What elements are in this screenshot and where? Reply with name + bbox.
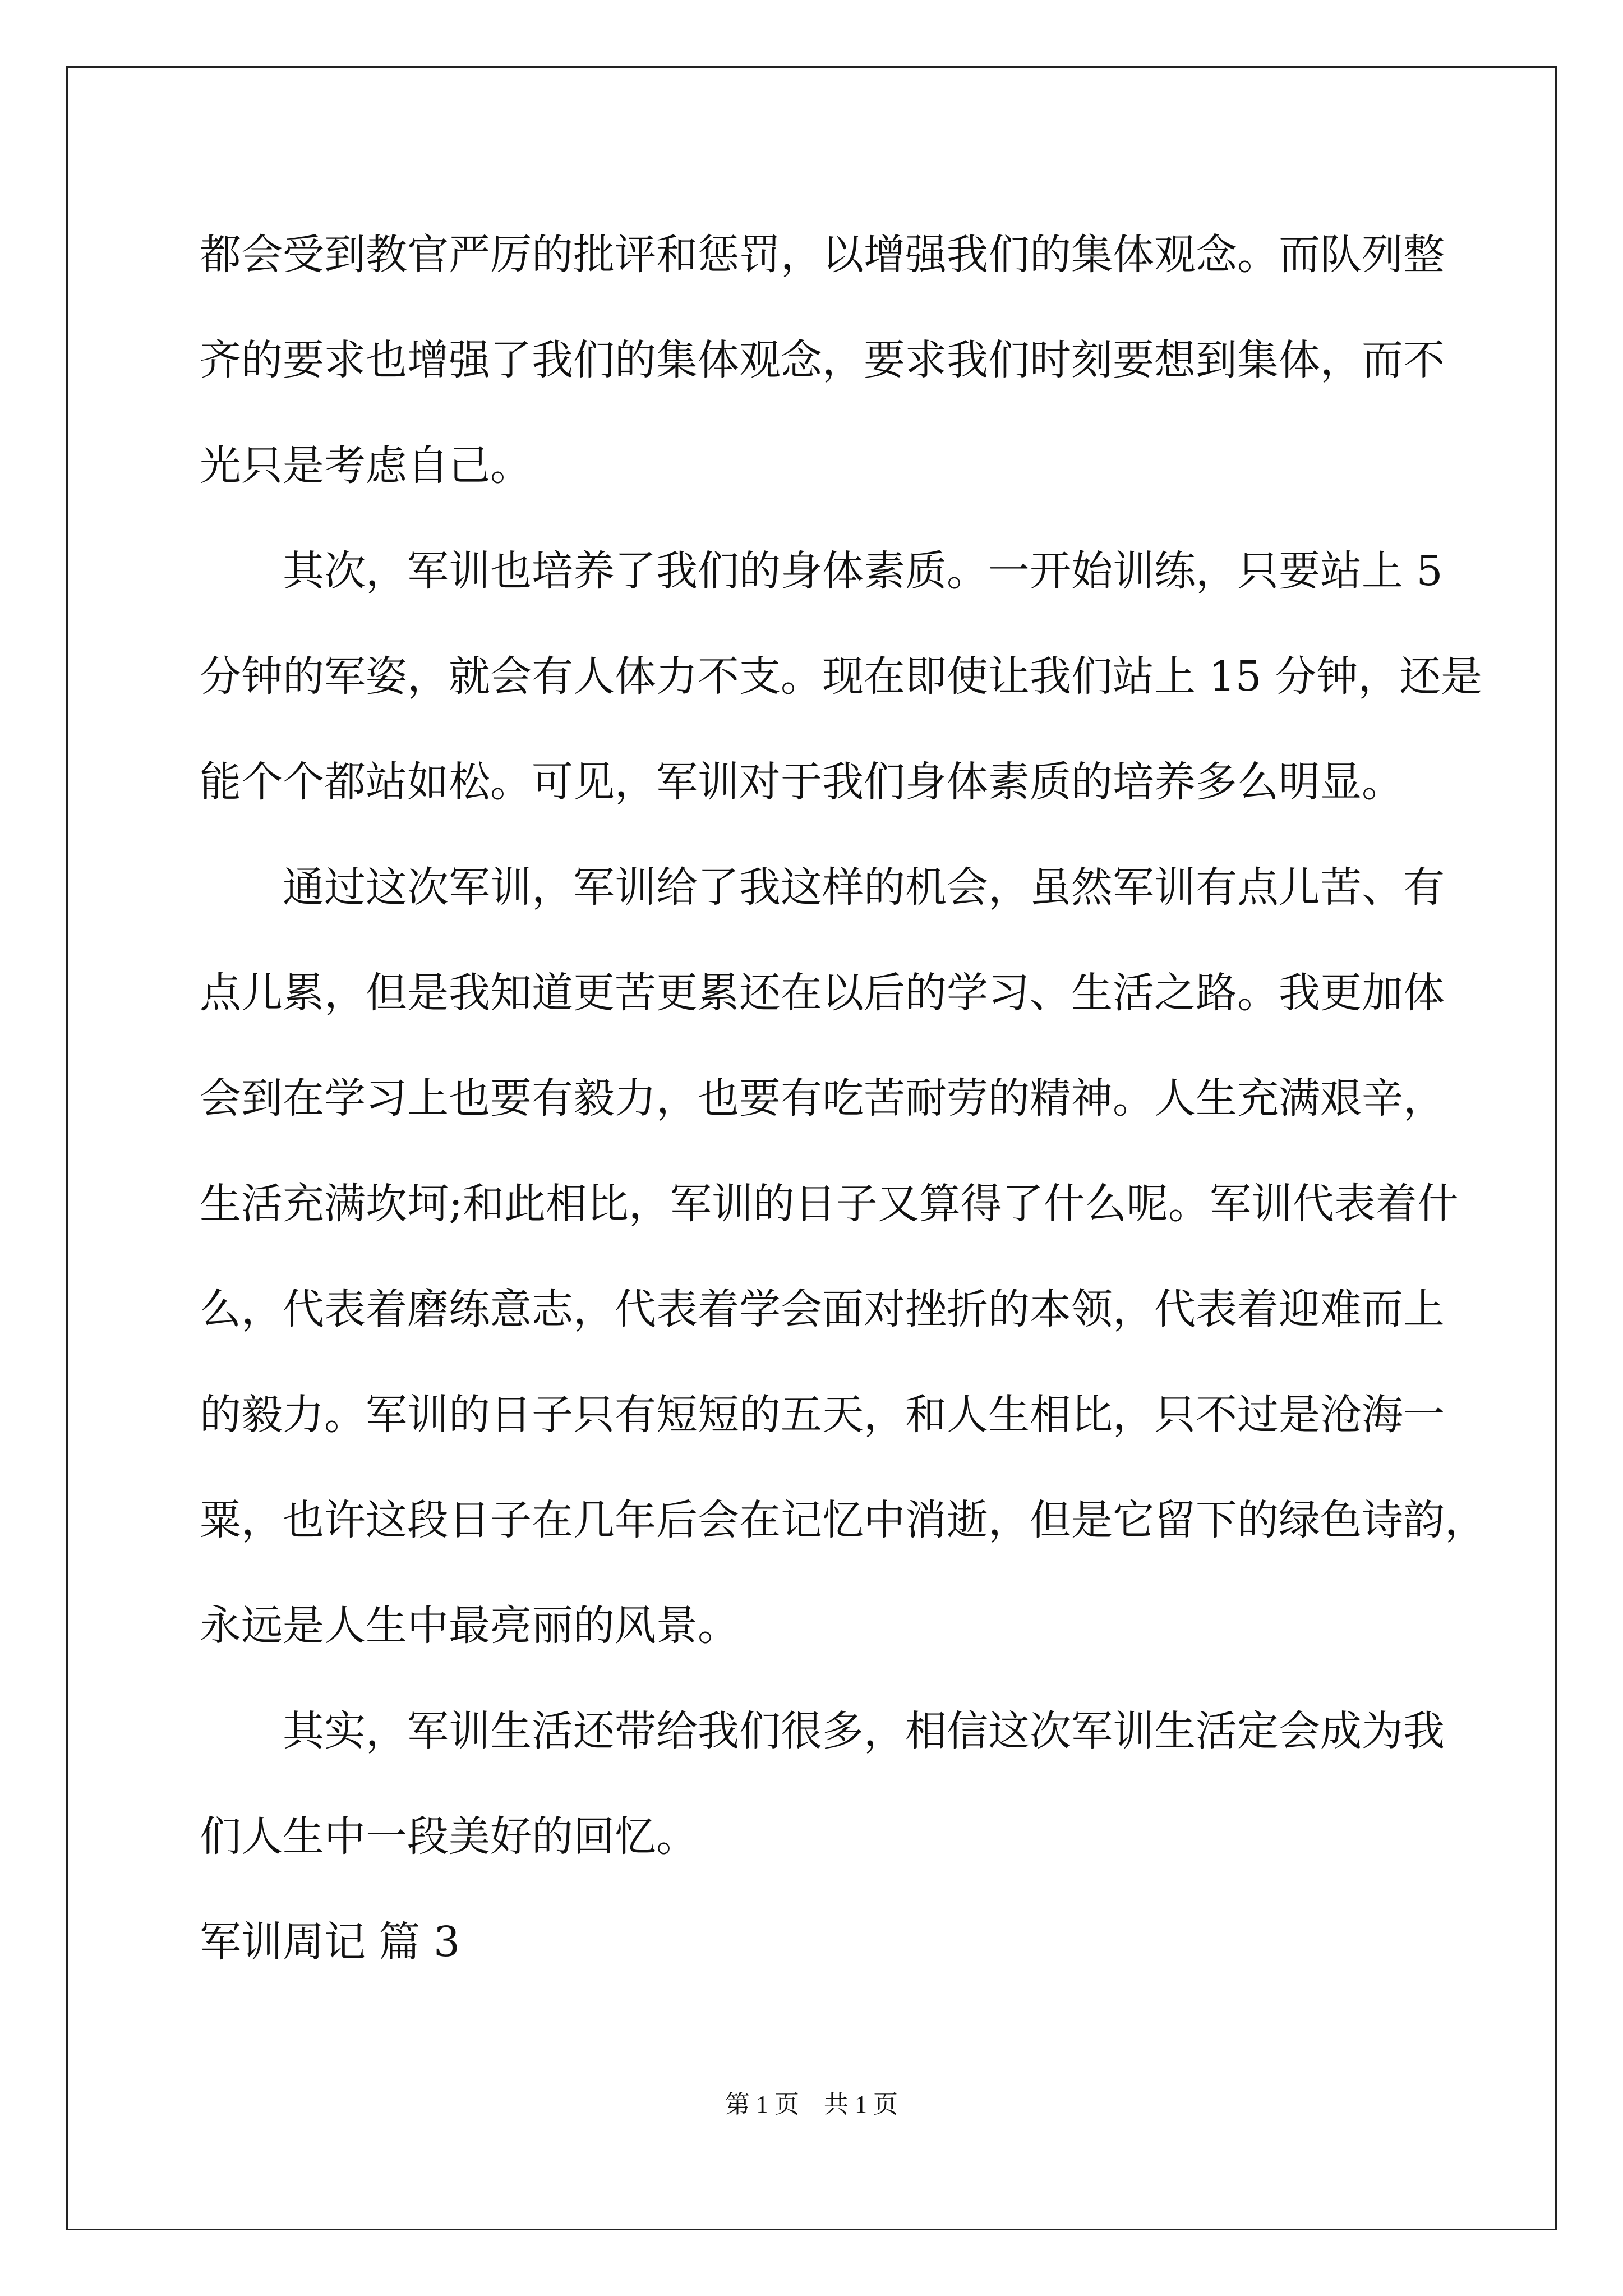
text-line: 都会受到教官严厉的批评和惩罚，以增强我们的集体观念。而队列整 [200,231,1445,279]
text-line: 么，代表着磨练意志，代表着学会面对挫折的本领，代表着迎难而上 [200,1285,1445,1333]
paragraph-start-line: 通过这次军训，军训给了我这样的机会，虽然军训有点儿苦、有 [283,863,1445,912]
text-line: 的毅力。军训的日子只有短短的五天，和人生相比，只不过是沧海一 [200,1391,1445,1439]
text-line: 齐的要求也增强了我们的集体观念，要求我们时刻要想到集体，而不 [200,336,1445,384]
text-line: 点儿累，但是我知道更苦更累还在以后的学习、生活之路。我更加体 [200,969,1445,1017]
text-line: 永远是人生中最亮丽的风景。 [200,1602,739,1650]
page-footer: 第 1 页 共 1 页 [725,2091,898,2118]
text-line: 能个个都站如松。可见，军训对于我们身体素质的培养多么明显。 [200,758,1403,806]
text-line: 生活充满坎坷;和此相比，军训的日子又算得了什么呢。军训代表着什 [200,1180,1459,1228]
section-heading: 军训周记 篇 3 [200,1918,460,1966]
text-line: 分钟的军姿，就会有人体力不支。现在即使让我们站上 15 分钟，还是 [200,652,1483,701]
text-line: 会到在学习上也要有毅力，也要有吃苦耐劳的精神。人生充满艰辛， [200,1074,1445,1122]
document-body [200,202,1486,1995]
text-line: 们人生中一段美好的回忆。 [200,1812,698,1861]
text-line: 光只是考虑自己。 [200,441,532,490]
text-line: 粟，也许这段日子在几年后会在记忆中消逝，但是它留下的绿色诗韵， [200,1496,1486,1544]
paragraph-start-line: 其实，军训生活还带给我们很多，相信这次军训生活定会成为我 [283,1707,1445,1755]
paragraph-start-line: 其次，军训也培养了我们的身体素质。一开始训练，只要站上 5 [283,547,1443,595]
